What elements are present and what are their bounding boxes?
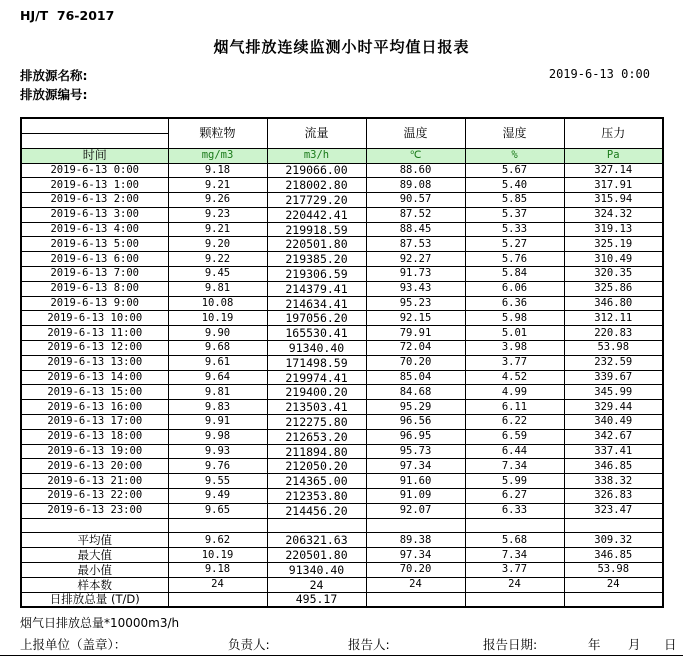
time-header-split-bottom: [21, 133, 168, 148]
cell-value: 24: [168, 577, 267, 592]
reporter-label: 报告人:: [348, 637, 390, 652]
cell-time: 2019-6-13 5:00: [21, 237, 168, 252]
cell-value: 345.99: [564, 385, 663, 400]
cell-value: 220501.80: [267, 237, 366, 252]
cell-value: 9.64: [168, 370, 267, 385]
cell-value: 219918.59: [267, 222, 366, 237]
cell-value: 320.35: [564, 267, 663, 282]
table-row: [21, 444, 663, 459]
cell-value: 219306.59: [267, 267, 366, 282]
cell-value: 97.34: [366, 548, 465, 563]
unit-particulate: mg/m3: [168, 148, 267, 163]
table-row: [21, 429, 663, 444]
cell-value: 6.11: [465, 400, 564, 415]
cell-value: 212353.80: [267, 489, 366, 504]
cell-value: 323.47: [564, 503, 663, 518]
summary-label: 最大值: [21, 548, 168, 563]
emission-total-note: 烟气日排放总量*10000m3/h: [20, 616, 180, 630]
cell-value: 309.32: [564, 533, 663, 548]
cell-time: 2019-6-13 20:00: [21, 459, 168, 474]
cell-value: 7.34: [465, 459, 564, 474]
cell-value: 97.34: [366, 459, 465, 474]
cell-value: 326.83: [564, 489, 663, 504]
table-row: [21, 503, 663, 518]
cell-value: 9.49: [168, 489, 267, 504]
cell-value: 214456.20: [267, 503, 366, 518]
cell-value: [564, 592, 663, 607]
table-row: [21, 474, 663, 489]
cell-value: 324.32: [564, 207, 663, 222]
cell-value: 96.95: [366, 429, 465, 444]
cell-time: 2019-6-13 23:00: [21, 503, 168, 518]
cell-value: 6.36: [465, 296, 564, 311]
cell-time: 2019-6-13 1:00: [21, 178, 168, 193]
cell-value: 87.53: [366, 237, 465, 252]
cell-value: 9.45: [168, 267, 267, 282]
table-row: [21, 489, 663, 504]
month-label: 月: [628, 637, 641, 652]
cell-value: 53.98: [564, 563, 663, 578]
cell-value: 9.22: [168, 252, 267, 267]
cell-empty: [21, 518, 168, 533]
cell-time: 2019-6-13 8:00: [21, 281, 168, 296]
cell-value: 212275.80: [267, 415, 366, 430]
cell-value: 5.68: [465, 533, 564, 548]
cell-value: 4.99: [465, 385, 564, 400]
cell-value: 5.85: [465, 193, 564, 208]
cell-value: 217729.20: [267, 193, 366, 208]
cell-value: 24: [366, 577, 465, 592]
cell-value: 5.76: [465, 252, 564, 267]
cell-value: 6.22: [465, 415, 564, 430]
time-header-split-top: [21, 118, 168, 133]
cell-value: 5.98: [465, 311, 564, 326]
cell-value: [168, 592, 267, 607]
manager-label: 负责人:: [228, 637, 270, 652]
cell-empty: [465, 518, 564, 533]
cell-value: 9.26: [168, 193, 267, 208]
cell-value: 9.76: [168, 459, 267, 474]
cell-value: 214634.41: [267, 296, 366, 311]
summary-row: [21, 533, 663, 548]
cell-value: 338.32: [564, 474, 663, 489]
cell-value: 95.73: [366, 444, 465, 459]
cell-value: 5.99: [465, 474, 564, 489]
cell-value: 495.17: [267, 592, 366, 607]
cell-value: 24: [465, 577, 564, 592]
cell-time: 2019-6-13 18:00: [21, 429, 168, 444]
bottom-rule: [0, 655, 683, 656]
cell-value: 89.08: [366, 178, 465, 193]
cell-value: 95.23: [366, 296, 465, 311]
cell-value: 92.15: [366, 311, 465, 326]
cell-value: 93.43: [366, 281, 465, 296]
cell-value: 214379.41: [267, 281, 366, 296]
cell-value: 91340.40: [267, 341, 366, 356]
cell-value: 220501.80: [267, 548, 366, 563]
cell-value: 9.21: [168, 178, 267, 193]
table-row: [21, 281, 663, 296]
table-row: [21, 370, 663, 385]
cell-value: 6.06: [465, 281, 564, 296]
cell-value: 5.67: [465, 163, 564, 178]
cell-value: 9.81: [168, 385, 267, 400]
cell-value: 3.77: [465, 355, 564, 370]
cell-value: 9.93: [168, 444, 267, 459]
cell-value: 9.91: [168, 415, 267, 430]
cell-value: 89.38: [366, 533, 465, 548]
cell-value: 10.19: [168, 311, 267, 326]
cell-value: 325.19: [564, 237, 663, 252]
cell-value: 70.20: [366, 563, 465, 578]
col-header-humidity: 湿度: [465, 118, 564, 148]
page-title: 烟气排放连续监测小时平均值日报表: [213, 38, 470, 56]
cell-value: 5.40: [465, 178, 564, 193]
cell-value: 214365.00: [267, 474, 366, 489]
cell-value: 88.45: [366, 222, 465, 237]
table-row: [21, 415, 663, 430]
table-row: [21, 355, 663, 370]
cell-value: 219385.20: [267, 252, 366, 267]
cell-value: 220.83: [564, 326, 663, 341]
cell-value: 9.83: [168, 400, 267, 415]
cell-value: 84.68: [366, 385, 465, 400]
cell-value: 24: [267, 577, 366, 592]
cell-value: 219974.41: [267, 370, 366, 385]
cell-value: 5.84: [465, 267, 564, 282]
cell-value: 92.07: [366, 503, 465, 518]
report-date-label: 报告日期:: [483, 637, 538, 652]
cell-value: 9.68: [168, 341, 267, 356]
cell-value: 9.18: [168, 163, 267, 178]
cell-value: 88.60: [366, 163, 465, 178]
table-body: [21, 163, 663, 607]
reporting-unit-label: 上报单位（盖章）：: [20, 637, 127, 652]
table-row: [21, 267, 663, 282]
cell-value: 346.80: [564, 296, 663, 311]
table-row: [21, 193, 663, 208]
cell-value: 9.90: [168, 326, 267, 341]
table-row: [21, 311, 663, 326]
cell-value: 339.67: [564, 370, 663, 385]
cell-value: 6.33: [465, 503, 564, 518]
col-header-flow: 流量: [267, 118, 366, 148]
col-header-temperature: 温度: [366, 118, 465, 148]
cell-value: 212050.20: [267, 459, 366, 474]
cell-value: 211894.80: [267, 444, 366, 459]
cell-value: 87.52: [366, 207, 465, 222]
cell-value: 9.62: [168, 533, 267, 548]
cell-time: 2019-6-13 9:00: [21, 296, 168, 311]
cell-value: 342.67: [564, 429, 663, 444]
cell-value: 9.61: [168, 355, 267, 370]
cell-value: 5.37: [465, 207, 564, 222]
unit-pressure: Pa: [564, 148, 663, 163]
cell-value: 91.73: [366, 267, 465, 282]
table-row: [21, 163, 663, 178]
cell-value: 91.09: [366, 489, 465, 504]
cell-value: 9.55: [168, 474, 267, 489]
table-row: [21, 222, 663, 237]
unit-flow: m3/h: [267, 148, 366, 163]
cell-value: 312.11: [564, 311, 663, 326]
cell-time: 2019-6-13 16:00: [21, 400, 168, 415]
cell-value: 346.85: [564, 548, 663, 563]
summary-label: 日排放总量 (T/D): [21, 592, 168, 607]
cell-value: 9.18: [168, 563, 267, 578]
cell-value: 10.08: [168, 296, 267, 311]
unit-temperature: ℃: [366, 148, 465, 163]
year-label: 年: [588, 637, 601, 652]
summary-label: 样本数: [21, 577, 168, 592]
cell-value: 327.14: [564, 163, 663, 178]
summary-row: [21, 577, 663, 592]
cell-time: 2019-6-13 10:00: [21, 311, 168, 326]
cell-value: 85.04: [366, 370, 465, 385]
cell-value: 9.98: [168, 429, 267, 444]
cell-time: 2019-6-13 15:00: [21, 385, 168, 400]
cell-value: 220442.41: [267, 207, 366, 222]
cell-empty: [564, 518, 663, 533]
cell-time: 2019-6-13 11:00: [21, 326, 168, 341]
cell-time: 2019-6-13 14:00: [21, 370, 168, 385]
cell-value: 72.04: [366, 341, 465, 356]
cell-value: 337.41: [564, 444, 663, 459]
table-row: [21, 207, 663, 222]
cell-time: 2019-6-13 4:00: [21, 222, 168, 237]
col-header-particulate: 颗粒物: [168, 118, 267, 148]
cell-time: 2019-6-13 6:00: [21, 252, 168, 267]
cell-value: 70.20: [366, 355, 465, 370]
unit-humidity: %: [465, 148, 564, 163]
cell-value: 232.59: [564, 355, 663, 370]
table-row: [21, 400, 663, 415]
cell-value: 91340.40: [267, 563, 366, 578]
standard-number: HJ/T 76-2017: [20, 8, 115, 23]
cell-time: 2019-6-13 12:00: [21, 341, 168, 356]
cell-value: 9.81: [168, 281, 267, 296]
cell-value: 197056.20: [267, 311, 366, 326]
cell-time: 2019-6-13 13:00: [21, 355, 168, 370]
cell-value: 3.98: [465, 341, 564, 356]
cell-empty: [168, 518, 267, 533]
cell-value: 10.19: [168, 548, 267, 563]
cell-value: 329.44: [564, 400, 663, 415]
cell-value: 319.13: [564, 222, 663, 237]
time-column-header: 时间: [21, 148, 168, 163]
cell-value: 9.20: [168, 237, 267, 252]
cell-value: 9.65: [168, 503, 267, 518]
cell-value: 315.94: [564, 193, 663, 208]
cell-value: 218002.80: [267, 178, 366, 193]
cell-value: 7.34: [465, 548, 564, 563]
cell-value: 6.44: [465, 444, 564, 459]
summary-label: 最小值: [21, 563, 168, 578]
cell-value: 9.23: [168, 207, 267, 222]
cell-value: 95.29: [366, 400, 465, 415]
cell-value: 92.27: [366, 252, 465, 267]
source-name-label: 排放源名称:: [20, 68, 88, 83]
table-row: [21, 252, 663, 267]
cell-value: 3.77: [465, 563, 564, 578]
cell-time: 2019-6-13 2:00: [21, 193, 168, 208]
cell-value: 165530.41: [267, 326, 366, 341]
cell-value: 206321.63: [267, 533, 366, 548]
summary-row: [21, 548, 663, 563]
cell-time: 2019-6-13 21:00: [21, 474, 168, 489]
header-row-top: [21, 118, 663, 133]
cell-value: 91.60: [366, 474, 465, 489]
cell-value: 310.49: [564, 252, 663, 267]
summary-label: 平均值: [21, 533, 168, 548]
cell-value: 346.85: [564, 459, 663, 474]
day-label: 日: [664, 637, 677, 652]
cell-time: 2019-6-13 7:00: [21, 267, 168, 282]
cell-empty: [366, 518, 465, 533]
table-row: [21, 459, 663, 474]
cell-time: 2019-6-13 0:00: [21, 163, 168, 178]
empty-row: [21, 518, 663, 533]
cell-value: 5.33: [465, 222, 564, 237]
summary-row: [21, 592, 663, 607]
cell-time: 2019-6-13 3:00: [21, 207, 168, 222]
report-datetime: 2019-6-13 0:00: [548, 67, 650, 81]
table-row: [21, 326, 663, 341]
table-row: [21, 237, 663, 252]
cell-value: 9.21: [168, 222, 267, 237]
cell-value: 53.98: [564, 341, 663, 356]
cell-value: 96.56: [366, 415, 465, 430]
cell-value: 213503.41: [267, 400, 366, 415]
cell-value: 5.01: [465, 326, 564, 341]
cell-value: 325.86: [564, 281, 663, 296]
cell-value: 219066.00: [267, 163, 366, 178]
table-row: [21, 296, 663, 311]
cell-value: 340.49: [564, 415, 663, 430]
hourly-average-table: [20, 117, 664, 608]
table-row: [21, 341, 663, 356]
col-header-pressure: 压力: [564, 118, 663, 148]
cell-value: 6.59: [465, 429, 564, 444]
cell-value: 171498.59: [267, 355, 366, 370]
cell-value: 317.91: [564, 178, 663, 193]
table-row: [21, 385, 663, 400]
cell-value: [366, 592, 465, 607]
cell-time: 2019-6-13 19:00: [21, 444, 168, 459]
cell-value: [465, 592, 564, 607]
cell-time: 2019-6-13 22:00: [21, 489, 168, 504]
summary-row: [21, 563, 663, 578]
cell-value: 219400.20: [267, 385, 366, 400]
cell-value: 79.91: [366, 326, 465, 341]
cell-value: 90.57: [366, 193, 465, 208]
cell-time: 2019-6-13 17:00: [21, 415, 168, 430]
cell-value: 4.52: [465, 370, 564, 385]
cell-value: 5.27: [465, 237, 564, 252]
cell-value: 6.27: [465, 489, 564, 504]
units-row: [21, 148, 663, 163]
cell-value: 24: [564, 577, 663, 592]
table-row: [21, 178, 663, 193]
cell-empty: [267, 518, 366, 533]
cell-value: 212653.20: [267, 429, 366, 444]
source-code-label: 排放源编号:: [20, 87, 88, 102]
